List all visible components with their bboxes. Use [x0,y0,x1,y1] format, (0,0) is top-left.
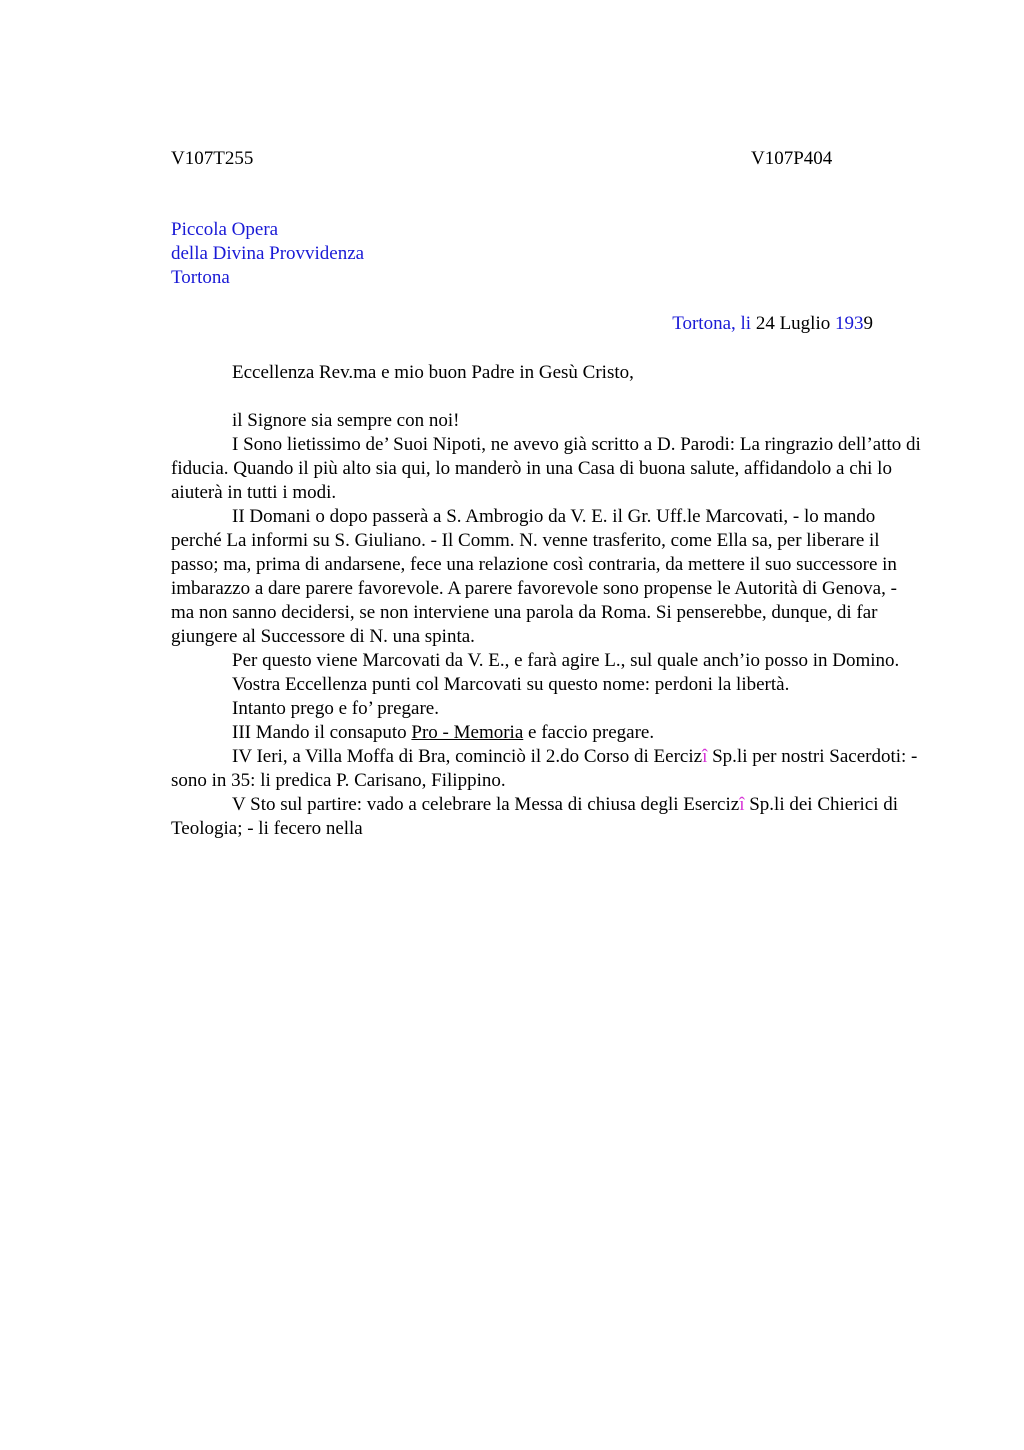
paragraph-7 [171,745,923,793]
paragraph-7-start: IV Ieri, a Villa Moffa di Bra, cominciò il 2.do Corso di Eerciz [232,746,703,767]
dateline-year-prefix: 193 [835,313,864,334]
dateline-place: Tortona, li [672,313,756,334]
paragraph-6-end: e faccio pregare. [523,722,655,743]
dateline-day-month: 24 Luglio [755,313,835,334]
paragraph-6-start: III Mando il consaputo [232,722,412,743]
letterhead-line-3: Tortona [171,267,230,288]
letterhead [171,218,364,290]
greeting: il Signore sia sempre con noi! [232,410,460,431]
correction-mark: î [702,746,708,767]
archive-ref-right: V107P404 [751,148,833,169]
letterhead-line-1: Piccola Opera [171,219,279,240]
salutation: Eccellenza Rev.ma e mio buon Padre in Gesù Cristo, [232,362,634,383]
paragraph-6 [171,721,923,745]
dateline [672,313,873,335]
paragraph-1: I Sono lietissimo de’ Suoi Nipoti, ne avevo già scritto a D. Parodi: La ringrazio dell’atto di fiducia. Quando il più alto sia qui, lo manderò in una Casa di buona salute, affidandolo a chi lo aiuterà in tutti i modi. [171,434,921,503]
paragraph-8-end: Sp.li dei Chierici di Teologia; - li fecero nella [171,794,899,839]
letterhead-line-2: della Divina Provvidenza [171,243,365,264]
paragraph-7-end: Sp.li per nostri Sacerdoti: - sono in 35: li predica P. Carisano, Filippino. [171,746,918,791]
paragraph-2: II Domani o dopo passerà a S. Ambrogio da V. E. il Gr. Uff.le Marcovati, - lo mando perché La informi su S. Giuliano. - Il Comm. N. venne trasferito, come Ella sa, per liberare il passo; ma, prima di andarsene, fece una relazione così contraria, da mettere il suo successore in imbarazzo a dare parere favorevole. A parere favorevole sono propense le Autorità di Genova, - ma non sanno decidersi, se non interviene una parola da Roma. Si penserebbe, dunque, di far giungere al Successore di N. una spinta. [171,506,897,647]
paragraph-8 [171,793,923,841]
paragraph-8-start: V Sto sul partire: vado a celebrare la Messa di chiusa degli Eserciz [232,794,740,815]
dateline-year-suffix: 9 [863,313,873,334]
archive-ref-left: V107T255 [171,148,254,169]
letter-body [171,361,923,841]
pro-memoria-underlined: Pro - Memoria [411,722,524,743]
paragraph-3: Per questo viene Marcovati da V. E., e farà agire L., sul quale anch’io posso in Domino. [232,650,900,671]
correction-mark: î [739,794,745,815]
paragraph-5: Intanto prego e fo’ pregare. [232,698,439,719]
paragraph-4: Vostra Eccellenza punti col Marcovati su questo nome: perdoni la libertà. [232,674,790,695]
